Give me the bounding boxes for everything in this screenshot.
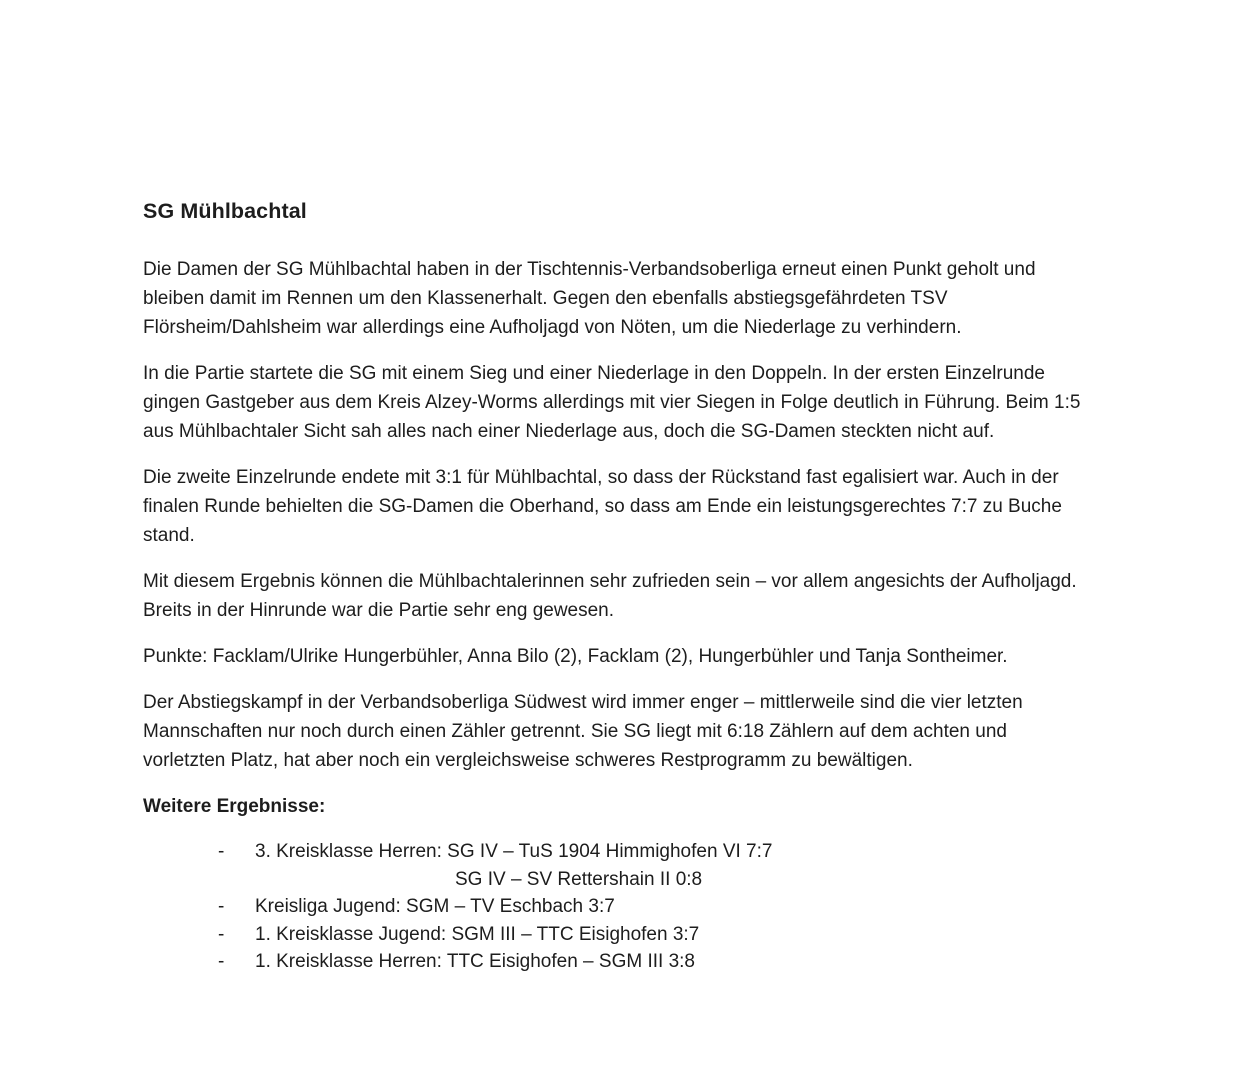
article-paragraph-4: Mit diesem Ergebnis können die Mühlbachtalerinnen sehr zufrieden sein – vor allem angesichts der Aufholjagd. Breits in der Hinrunde war die Partie sehr eng gewesen. bbox=[143, 571, 1077, 621]
article-paragraph-3: Die zweite Einzelrunde endete mit 3:1 für Mühlbachtal, so dass der Rückstand fast egalisiert war. Auch in der finalen Runde behielten die SG-Damen die Oberhand, so dass am Ende ein leistungsgerechtes 7:7 zu Buche stand. bbox=[143, 467, 1062, 546]
result-text: 1. Kreisklasse Herren: TTC Eisighofen – SGM III 3:8 bbox=[255, 951, 695, 972]
result-item bbox=[143, 921, 1085, 949]
result-item-lines bbox=[255, 948, 1085, 976]
article-paragraph-6: Der Abstiegskampf in der Verbandsoberliga Südwest wird immer enger – mittlerweile sind die vier letzten Mannschaften nur noch durch einen Zähler getrennt. Sie SG liegt mit 6:18 Zählern auf dem achten und vorletzten Platz, hat aber noch ein vergleichsweise schweres Restprogramm zu bewältigen. bbox=[143, 692, 1023, 771]
result-continuation: SG IV – SV Rettershain II 0:8 bbox=[455, 868, 703, 890]
article-paragraph-2: In die Partie startete die SG mit einem Sieg und einer Niederlage in den Doppeln. In der ersten Einzelrunde gingen Gastgeber aus dem Kreis Alzey-Worms allerdings mit vier Siegen in Folge deutlich in Führung. Beim 1:5 aus Mühlbachtaler Sicht sah alles nach einer Niederlage aus, doch die SG-Damen steckten nicht auf. bbox=[143, 363, 1081, 442]
result-item-lines bbox=[255, 838, 1085, 893]
result-item-lines bbox=[255, 921, 1085, 949]
result-item-lines bbox=[255, 893, 1085, 921]
article-body bbox=[143, 0, 1085, 976]
results-heading: Weitere Ergebnisse: bbox=[143, 796, 326, 817]
results-list bbox=[143, 838, 1085, 976]
result-item bbox=[143, 893, 1085, 921]
result-text: Kreisliga Jugend: SGM – TV Eschbach 3:7 bbox=[255, 896, 615, 917]
bullet-dash: - bbox=[218, 951, 225, 972]
bullet-dash: - bbox=[218, 923, 225, 945]
result-item bbox=[143, 838, 1085, 893]
result-text: 3. Kreisklasse Herren: SG IV – TuS 1904 Himmighofen VI 7:7 bbox=[255, 841, 773, 862]
article-paragraph-5: Punkte: Facklam/Ulrike Hungerbühler, Anna Bilo (2), Facklam (2), Hungerbühler und Tanja Sontheimer. bbox=[143, 646, 1008, 667]
bullet-dash: - bbox=[218, 896, 225, 917]
article-paragraph-1: Die Damen der SG Mühlbachtal haben in der Tischtennis-Verbandsoberliga erneut einen Punkt geholt und bleiben damit im Rennen um den Klassenerhalt. Gegen den ebenfalls abstiegsgefährdeten TSV Flörsheim/Dahlsheim war allerdings eine Aufholjagd von Nöten, um die Niederlage zu verhindern. bbox=[143, 259, 1036, 338]
bullet-dash: - bbox=[218, 841, 225, 862]
result-item bbox=[143, 948, 1085, 976]
article-title: SG Mühlbachtal bbox=[143, 199, 307, 223]
result-text: 1. Kreisklasse Jugend: SGM III – TTC Eisighofen 3:7 bbox=[255, 923, 700, 945]
